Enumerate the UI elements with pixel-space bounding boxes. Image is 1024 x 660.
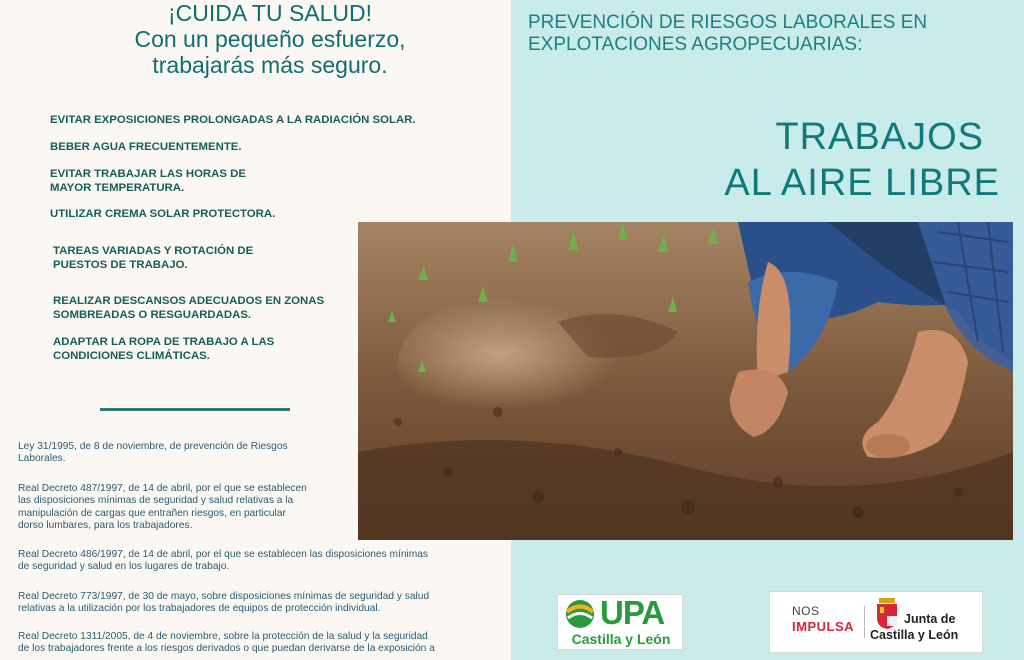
legal-reference: Real Decreto 487/1997, de 14 de abril, por el que se establecen las disposiciones mínimas de seguridad y salud relativas a la manipulación de cargas que entrañen riesgos, en particular dorso lumbares, para los trabajadores.: [18, 483, 307, 531]
slogan-line-2: Con un pequeño esfuerzo,: [134, 26, 406, 52]
junta-name: Junta de: [904, 612, 956, 626]
farmer-soil-photo: [358, 222, 1013, 540]
tip-item: ADAPTAR LA ROPA DE TRABAJO A LAS CONDICIONES CLIMÁTICAS.: [53, 336, 275, 362]
slogan-line-3: trabajarás más seguro.: [152, 52, 388, 78]
coat-of-arms-icon: [874, 598, 900, 630]
upa-emblem-icon: [562, 599, 598, 629]
logo-separator: [864, 606, 865, 638]
slogan-line-1: ¡CUIDA TU SALUD!: [167, 0, 373, 26]
tip-item: TAREAS VARIADAS Y ROTACIÓN DE PUESTOS DE TRABAJO.: [53, 245, 254, 271]
tip-item: EVITAR EXPOSICIONES PROLONGADAS A LA RADIACIÓN SOLAR.: [50, 114, 416, 126]
legal-reference: Real Decreto 1311/2005, de 4 de noviembre, sobre la protección de la salud y la seguridad de los trabajadores frente a los riesgos derivados o que puedan derivarse de la exposición a: [18, 631, 435, 655]
main-title-line-2: AL AIRE LIBRE: [724, 162, 1000, 204]
main-title-line-1: TRABAJOS: [775, 116, 984, 158]
nos-label: NOS: [792, 604, 820, 618]
legal-reference: Real Decreto 486/1997, de 14 de abril, por el que se establecen las disposiciones mínimas de seguridad y salud en los lugares de trabajo.: [18, 549, 429, 573]
junta-region: Castilla y León: [870, 628, 959, 642]
tip-item: BEBER AGUA FRECUENTEMENTE.: [50, 141, 242, 153]
junta-logo: [769, 591, 983, 653]
main-title: [640, 114, 1000, 206]
tip-item: REALIZAR DESCANSOS ADECUADOS EN ZONAS SOMBREADAS O RESGUARDADAS.: [53, 295, 325, 321]
impulsa-label: IMPULSA: [792, 619, 854, 634]
section-divider: [100, 408, 290, 411]
upa-region: Castilla y León: [571, 631, 671, 647]
legal-reference: Real Decreto 773/1997, de 30 de mayo, sobre disposiciones mínimas de seguridad y salud relativas a la utilización por los trabajadores de equipos de protección individual.: [18, 591, 430, 615]
tip-item: UTILIZAR CREMA SOLAR PROTECTORA.: [50, 208, 276, 220]
legal-reference: Ley 31/1995, de 8 de noviembre, de prevención de Riesgos Laborales.: [18, 441, 288, 465]
upa-logo: [557, 594, 683, 650]
tip-item: EVITAR TRABAJAR LAS HORAS DE MAYOR TEMPERATURA.: [50, 168, 246, 194]
document-subtitle: PREVENCIÓN DE RIESGOS LABORALES EN EXPLOTACIONES AGROPECUARIAS:: [528, 12, 928, 55]
upa-name: UPA: [600, 594, 665, 631]
header-slogan: [100, 0, 440, 78]
